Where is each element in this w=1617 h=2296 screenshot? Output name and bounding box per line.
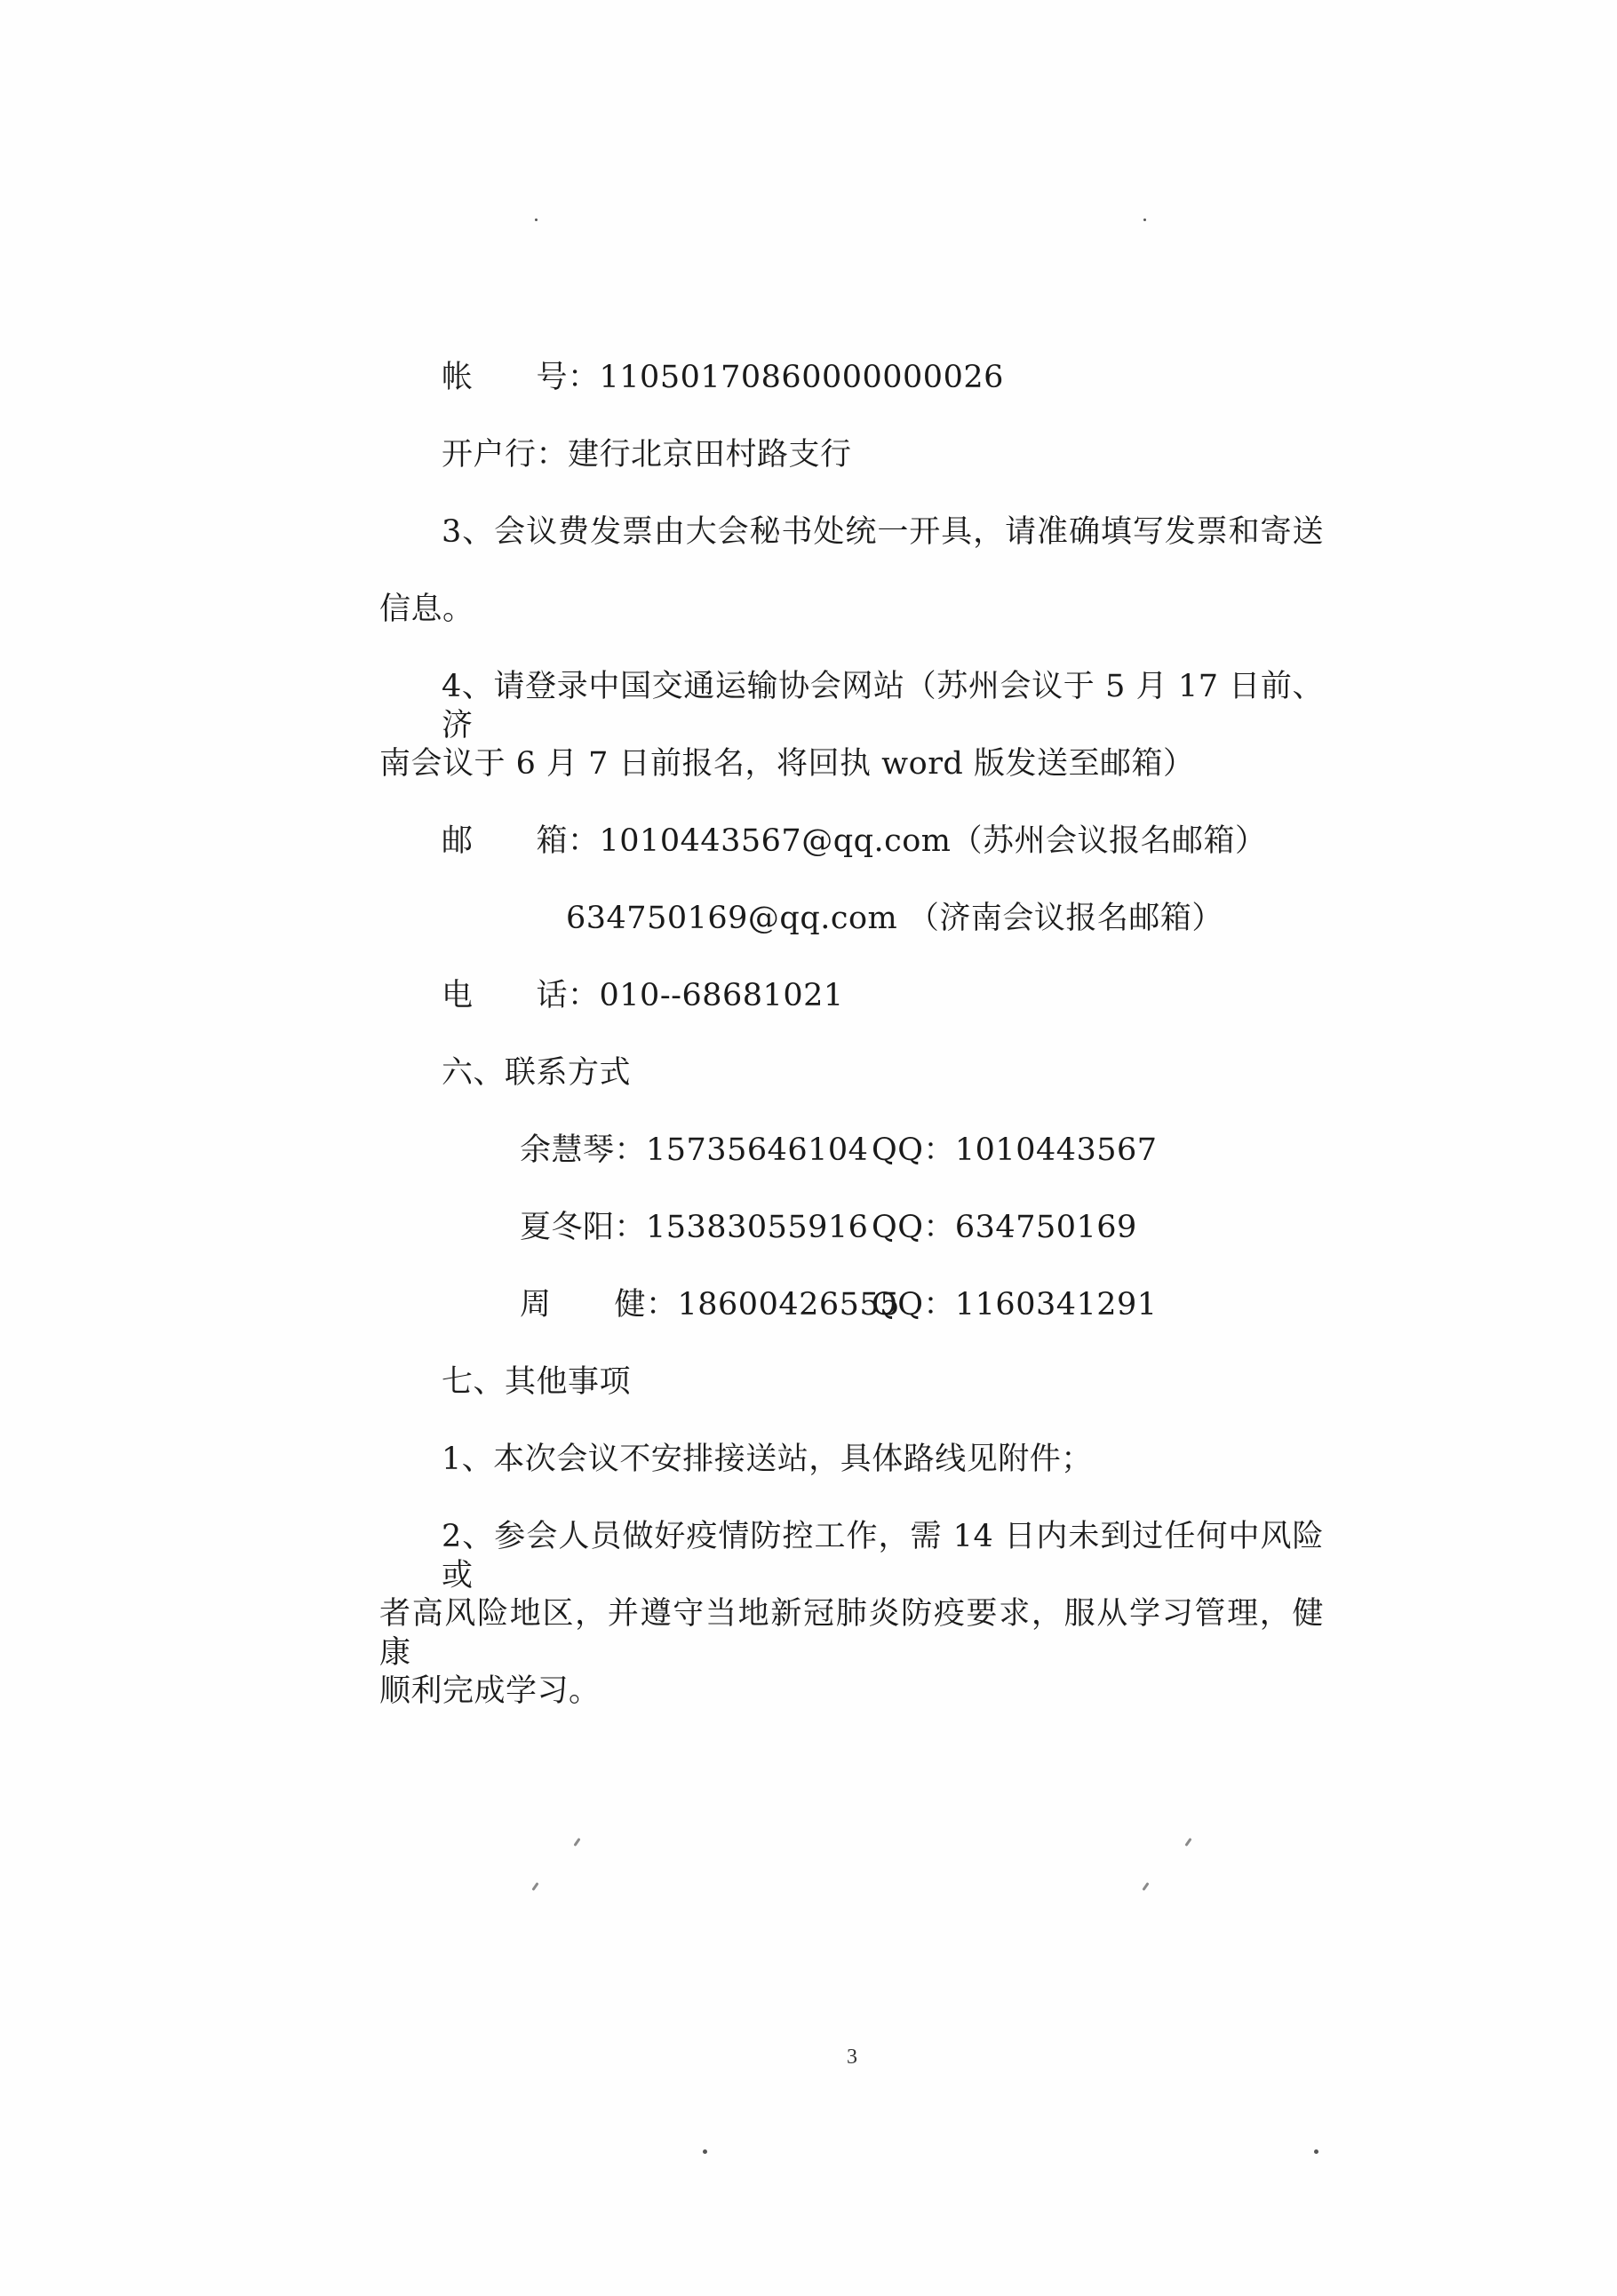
bank-name: 建行北京田村路支行 xyxy=(568,437,852,473)
page-number: 3 xyxy=(847,2046,857,2069)
scan-speck xyxy=(1142,1882,1149,1891)
phone-line xyxy=(442,976,844,1015)
scan-speck xyxy=(1184,1838,1191,1847)
email-label: 邮 箱： xyxy=(442,823,600,859)
section-7-heading: 七、其他事项 xyxy=(442,1364,632,1400)
invoice-paragraph-line-2: 信息。 xyxy=(379,592,474,627)
scan-speck xyxy=(1314,2149,1318,2154)
registration-paragraph-line-1: 4、请登录中国交通运输协会网站（苏州会议于 5 月 17 日前、济 xyxy=(442,669,1324,743)
other-item-2-line-3: 顺利完成学习。 xyxy=(379,1673,601,1709)
bank-label: 开户行： xyxy=(442,437,569,473)
contact-qq: QQ：1160341291 xyxy=(872,1287,1158,1323)
registration-paragraph-line-2: 南会议于 6 月 7 日前报名，将回执 word 版发送至邮箱） xyxy=(379,746,1195,782)
contact-name-phone: 余慧琴：15735646104 xyxy=(520,1132,869,1168)
account-number: 11050170860000000026 xyxy=(599,360,1004,395)
other-item-2-line-1: 2、参会人员做好疫情防控工作，需 14 日内未到过任何中风险或 xyxy=(442,1519,1324,1593)
phone-number: 010--68681021 xyxy=(599,978,844,1013)
scan-speck xyxy=(535,218,538,221)
email-suzhou[interactable]: 1010443567@qq.com（苏州会议报名邮箱） xyxy=(599,823,1267,859)
bank-line xyxy=(442,435,852,474)
email-line xyxy=(442,822,1267,861)
scan-speck xyxy=(573,1838,580,1847)
contact-qq: QQ：1010443567 xyxy=(872,1132,1158,1168)
phone-label: 电 话： xyxy=(442,978,600,1013)
contact-qq: QQ：634750169 xyxy=(872,1210,1137,1245)
account-label: 帐 号： xyxy=(442,360,600,395)
contact-name-phone: 夏冬阳：15383055916 xyxy=(520,1210,869,1245)
invoice-paragraph-line-1: 3、会议费发票由大会秘书处统一开具，请准确填写发票和寄送 xyxy=(442,514,1324,550)
scan-speck xyxy=(531,1882,538,1891)
email-jinan[interactable]: 634750169@qq.com （济南会议报名邮箱） xyxy=(566,901,1223,936)
section-6-heading: 六、联系方式 xyxy=(442,1055,632,1091)
other-item-1: 1、本次会议不安排接送站，具体路线见附件； xyxy=(442,1442,1093,1477)
scan-speck xyxy=(703,2149,707,2154)
scan-speck xyxy=(1143,218,1146,221)
other-item-2-line-2: 者高风险地区，并遵守当地新冠肺炎防疫要求，服从学习管理，健康 xyxy=(379,1596,1324,1671)
account-line xyxy=(442,358,1004,397)
contact-name-phone: 周 健：18600426555 xyxy=(520,1287,900,1323)
